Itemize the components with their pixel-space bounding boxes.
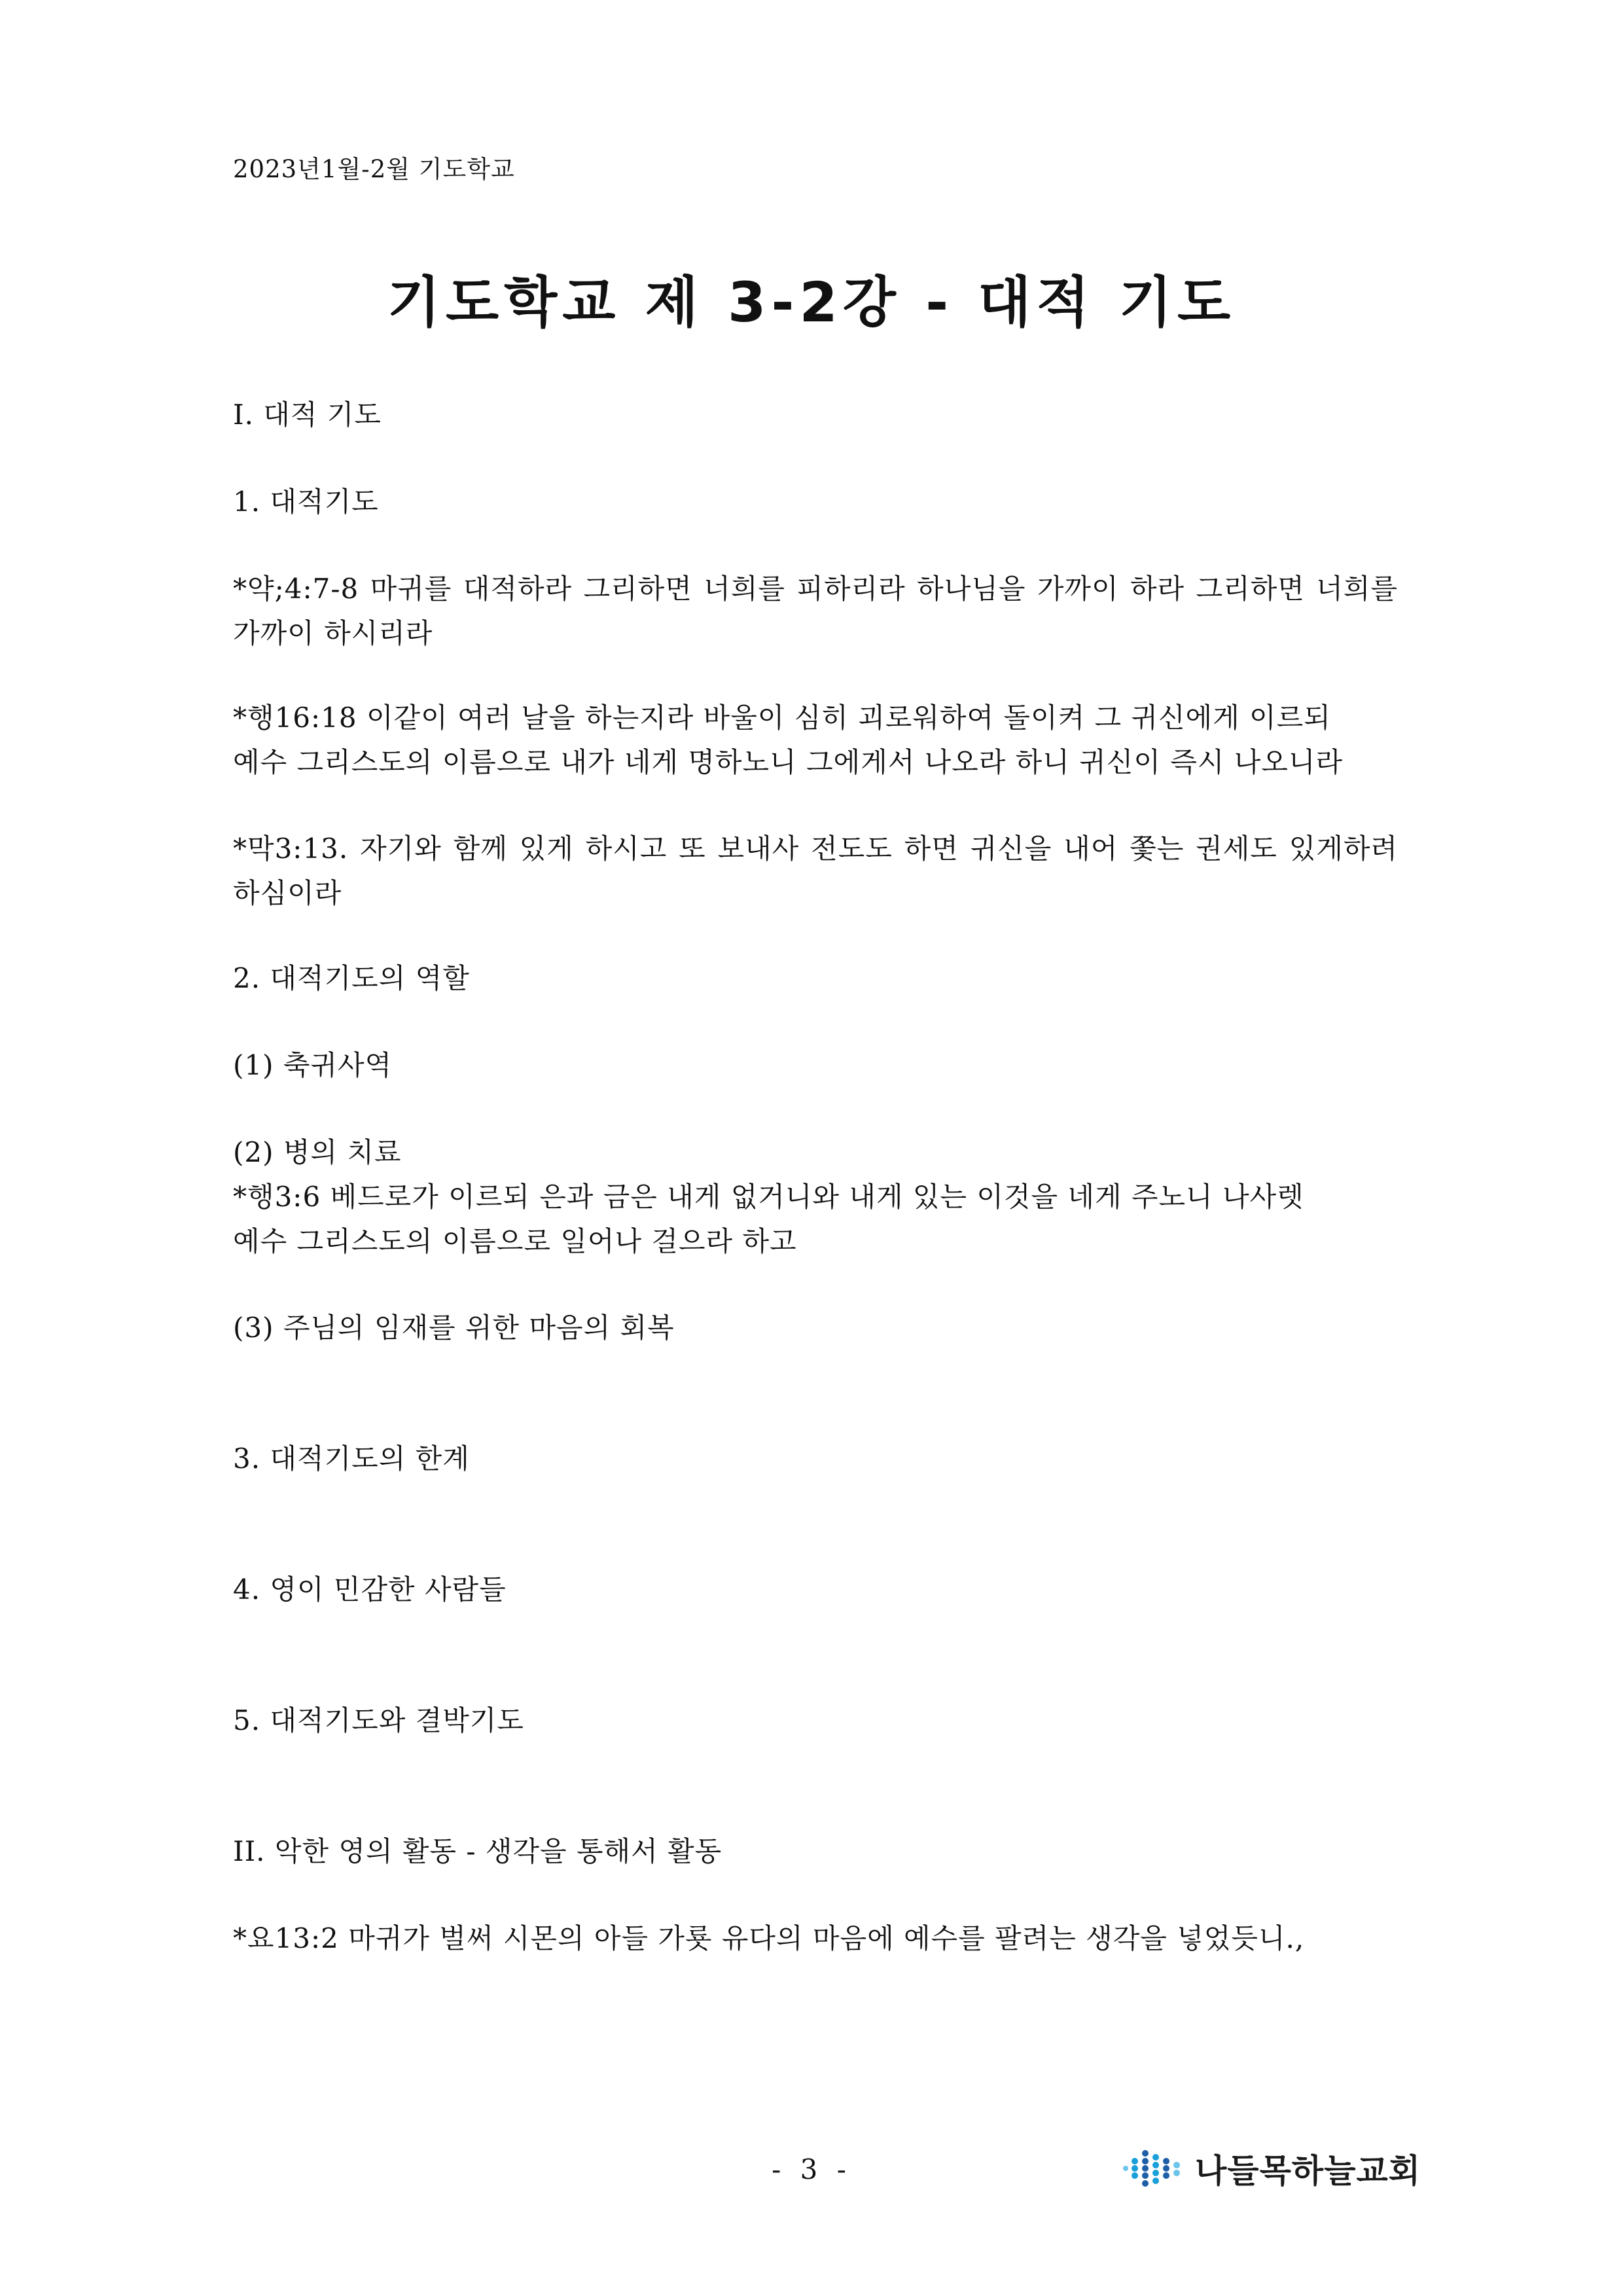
item3-heading: 3. 대적기도의 한계 xyxy=(233,1443,470,1475)
church-logo-icon xyxy=(1120,2145,1186,2191)
logo-dot xyxy=(1163,2165,1169,2172)
sub-item-2: (2) 병의 치료 xyxy=(233,1136,402,1168)
item4-heading: 4. 영이 민감한 사람들 xyxy=(233,1573,507,1605)
logo-dot xyxy=(1142,2172,1149,2179)
verse-james: *약;4:7-8 마귀를 대적하라 그리하면 너희를 피하리라 하나님을 가까이 하라 그리하면 너희를 가까이 하시리라 xyxy=(233,573,1398,649)
logo-dot xyxy=(1163,2158,1169,2164)
church-logo-text: 나들목하늘교회 xyxy=(1195,2152,1421,2190)
logo-dot xyxy=(1173,2170,1180,2176)
page-number: - 3 - xyxy=(772,2153,851,2185)
header-note: 2023년1월-2월 기도학교 xyxy=(233,155,515,183)
section1-heading: I. 대적 기도 xyxy=(233,399,382,431)
logo-dot xyxy=(1132,2172,1138,2179)
verse-acts3-line1: *행3:6 베드로가 이르되 은과 금은 내게 없거니와 내게 있는 이것을 네게 주노니 나사렛 xyxy=(233,1181,1304,1213)
sub-item-3: (3) 주님의 임재를 위한 마음의 회복 xyxy=(233,1312,675,1344)
logo-dot xyxy=(1163,2172,1169,2179)
logo-dot xyxy=(1123,2166,1128,2171)
logo-dot xyxy=(1152,2178,1159,2184)
logo-dot xyxy=(1152,2154,1159,2161)
logo-dot xyxy=(1132,2158,1138,2164)
verse-acts3-line2: 예수 그리스도의 이름으로 일어나 걸으라 하고 xyxy=(233,1225,797,1257)
section2-heading: II. 악한 영의 활동 - 생각을 통해서 활동 xyxy=(233,1835,722,1867)
logo-dot xyxy=(1142,2165,1149,2172)
logo-dot xyxy=(1142,2150,1149,2157)
page-title: 기도학교 제 3-2강 - 대적 기도 xyxy=(387,270,1236,334)
verse-mark: *막3:13. 자기와 함께 있게 하시고 또 보내사 전도도 하면 귀신을 내어 쫓는 권세도 있게하려 하심이라 xyxy=(233,833,1398,909)
item2-heading: 2. 대적기도의 역할 xyxy=(233,962,470,994)
verse-john: *요13:2 마귀가 벌써 시몬의 아들 가룟 유다의 마음에 예수를 팔려는 생각을 넣었듯니., xyxy=(233,1922,1305,1954)
verse-acts16-line2: 예수 그리스도의 이름으로 내가 네게 명하노니 그에게서 나오라 하니 귀신이 즉시 나오니라 xyxy=(233,746,1344,778)
church-logo xyxy=(1120,2145,1421,2191)
logo-dot xyxy=(1142,2158,1149,2164)
verse-acts16-line1: *행16:18 이같이 여러 날을 하는지라 바울이 심히 괴로워하여 돌이켜 그 귀신에게 이르되 xyxy=(233,702,1331,734)
logo-dot xyxy=(1142,2180,1149,2187)
sub-item-1: (1) 축귀사역 xyxy=(233,1049,393,1081)
logo-dot xyxy=(1173,2162,1180,2168)
logo-dot xyxy=(1152,2162,1159,2168)
logo-dot xyxy=(1152,2170,1159,2176)
item5-heading: 5. 대적기도와 결박기도 xyxy=(233,1704,524,1736)
logo-dot xyxy=(1132,2165,1138,2172)
item1-heading: 1. 대적기도 xyxy=(233,486,379,518)
